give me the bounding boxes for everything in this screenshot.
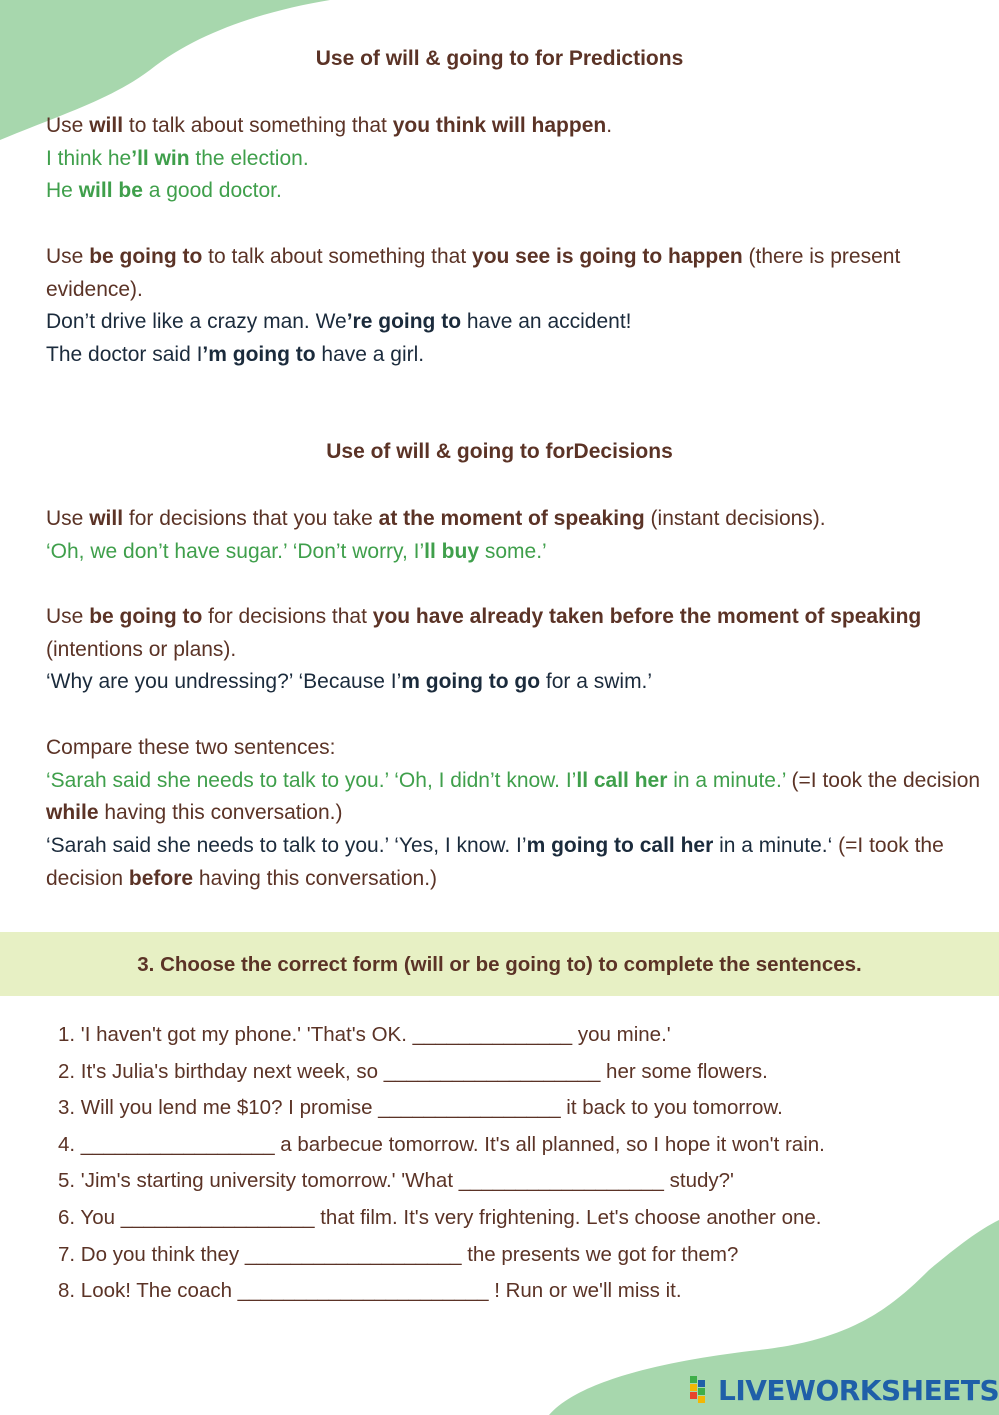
section-title-decisions: Use of will & going to forDecisions <box>326 440 673 463</box>
example-line: Don’t drive like a crazy man. We’re going to have an accident! <box>46 310 632 334</box>
section-title-predictions: Use of will & going to for Predictions <box>315 47 684 70</box>
exercise-item[interactable]: 4. _________________ a barbecue tomorrow. It's all planned, so I hope it won't rain. <box>58 1132 825 1156</box>
exercise-list <box>58 1017 978 1310</box>
exercise-item[interactable]: 2. It's Julia's birthday next week, so ___________________ her some flowers. <box>58 1059 768 1083</box>
rule-line: Use be going to for decisions that you have already taken before the moment of speaking (intentions or plans). <box>46 605 922 661</box>
compare-label: Compare these two sentences: <box>46 736 336 759</box>
exercise-item[interactable]: 1. 'I haven't got my phone.' 'That's OK. ______________ you mine.' <box>58 1023 671 1046</box>
rule-line: Use be going to to talk about something that you see is going to happen (there is present evidence). <box>46 245 901 301</box>
exercise-item[interactable]: 8. Look! The coach ______________________ ! Run or we'll miss it. <box>58 1279 682 1303</box>
compare-sentence-will: ‘Sarah said she needs to talk to you.’ ‘Oh, I didn’t know. I’ll call her in a minute.’ (=I took the decision while having this conversation.) <box>46 768 981 825</box>
paragraph-going-to-decisions <box>46 601 981 699</box>
logo-text: LIVEWORKSHEETS <box>718 1373 999 1407</box>
example-line: He will be a good doctor. <box>46 179 282 203</box>
exercise-title: 3. Choose the correct form (will or be going to) to complete the sentences. <box>137 953 862 976</box>
exercise-item[interactable]: 5. 'Jim's starting university tomorrow.' 'What __________________ study?' <box>58 1169 734 1193</box>
example-line: I think he’ll win the election. <box>46 146 309 170</box>
exercise-item[interactable]: 7. Do you think they ___________________ the presents we got for them? <box>58 1242 739 1266</box>
compare-sentence-going-to: ‘Sarah said she needs to talk to you.’ ‘Yes, I know. I’m going to call her in a minute.‘ (=I took the decision before having this conversation.) <box>46 834 944 890</box>
rule-line: Use will to talk about something that you think will happen. <box>46 114 613 137</box>
liveworksheets-logo <box>690 1372 999 1408</box>
rule-line: Use will for decisions that you take at the moment of speaking (instant decisions). <box>46 507 826 530</box>
exercise-item[interactable]: 6. You _________________ that film. It's very frightening. Let's choose another one. <box>58 1205 822 1229</box>
exercise-item[interactable]: 3. Will you lend me $10? I promise ________________ it back to you tomorrow. <box>58 1096 783 1120</box>
logo-blocks-icon <box>690 1376 716 1404</box>
paragraph-will-decisions <box>46 503 981 568</box>
example-line: ‘Oh, we don’t have sugar.’ ‘Don’t worry, I’ll buy some.’ <box>46 539 547 563</box>
paragraph-compare <box>46 732 981 896</box>
example-line: ‘Why are you undressing?’ ‘Because I’m going to go for a swim.’ <box>46 670 653 694</box>
example-line: The doctor said I’m going to have a girl. <box>46 343 425 367</box>
paragraph-will-predictions <box>46 110 981 208</box>
paragraph-going-to-predictions <box>46 241 981 372</box>
